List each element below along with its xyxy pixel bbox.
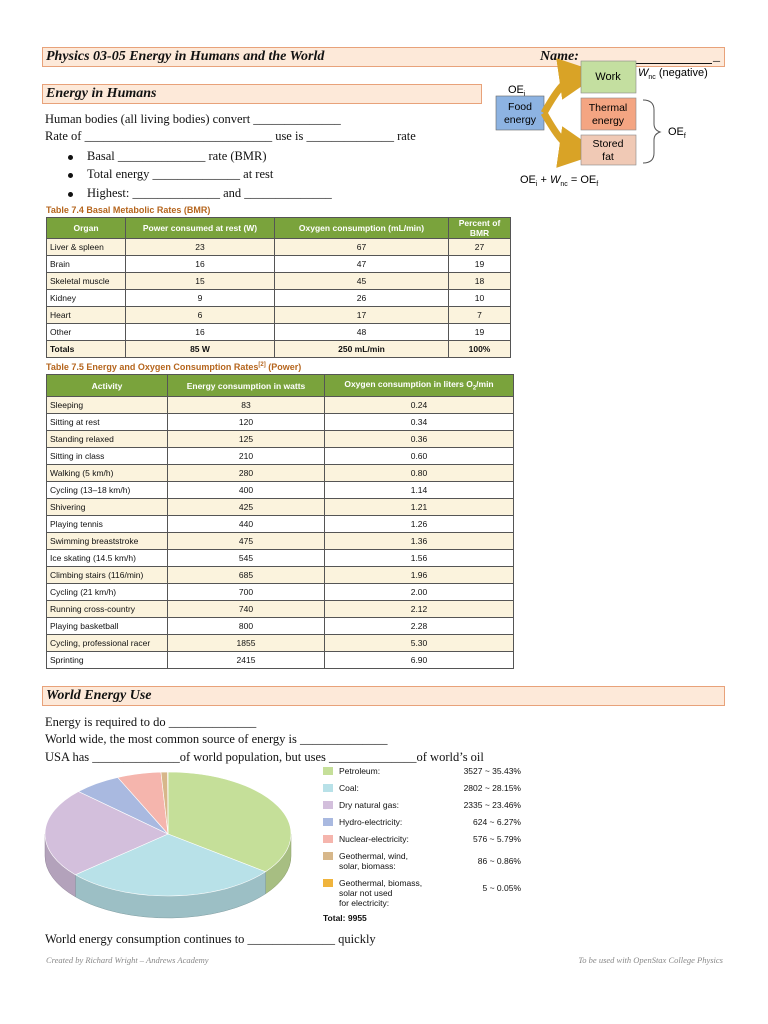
table-row — [47, 652, 514, 669]
table-cell: 18 — [449, 273, 511, 290]
table-cell: 2415 — [168, 652, 325, 669]
table-row — [47, 516, 514, 533]
legend-swatch — [323, 784, 333, 792]
table-row — [47, 397, 514, 414]
table-cell: 125 — [168, 431, 325, 448]
legend-label-line: solar, biomass: — [339, 861, 396, 871]
table-cell: 17 — [275, 307, 449, 324]
table-row — [47, 618, 514, 635]
table-cell: 545 — [168, 550, 325, 567]
humans-line-2: Rate of ______________________________ use is ______________ rate — [45, 129, 416, 143]
col-oxygen: Oxygen consumption (mL/min) — [275, 218, 449, 239]
bullet-text: Basal ______________ rate (BMR) — [87, 149, 267, 163]
table-cell: 210 — [168, 448, 325, 465]
table-cell: 120 — [168, 414, 325, 431]
table-cell: Cycling (13–18 km/h) — [47, 482, 168, 499]
table-cell: 83 — [168, 397, 325, 414]
table-cell: 1.26 — [325, 516, 514, 533]
caption-tail: (Power) — [265, 362, 302, 372]
table-cell: 425 — [168, 499, 325, 516]
table-activity-body — [47, 397, 514, 669]
footer-source: To be used with OpenStax College Physics — [578, 955, 723, 965]
table-row — [47, 567, 514, 584]
table-cell: Kidney — [47, 290, 126, 307]
table-bmr — [46, 217, 511, 358]
bullet-text: Total energy ______________ at rest — [87, 167, 274, 181]
caption-footnote: [2] — [258, 362, 266, 368]
oe-f-label: $OE_f$ — [668, 126, 686, 140]
table-cell: Cycling, professional racer — [47, 635, 168, 652]
legend-label-line: Geothermal, wind, — [339, 851, 408, 861]
stored-label-1: Stored — [592, 138, 624, 150]
table-cell: Sleeping — [47, 397, 168, 414]
legend-swatch — [323, 767, 333, 775]
table-cell: Sitting in class — [47, 448, 168, 465]
table-row — [47, 465, 514, 482]
table-cell: 1.36 — [325, 533, 514, 550]
legend-value: 86 ~ 0.86% — [477, 856, 521, 866]
pie-legend — [323, 766, 533, 931]
page-title: Physics 03-05 Energy in Humans and the World — [46, 49, 325, 64]
table-cell: Swimming breaststroke — [47, 533, 168, 550]
table-cell: Brain — [47, 256, 126, 273]
energy-equation: $OE_i + W_{nc} = OE_f$ — [520, 174, 599, 188]
legend-label-line: for electricity: — [339, 898, 390, 908]
table-cell: 23 — [126, 239, 275, 256]
table-cell: 1.14 — [325, 482, 514, 499]
table-cell: Shivering — [47, 499, 168, 516]
table-row — [47, 635, 514, 652]
col-oxygen-liters: Oxygen consumption in liters $O_2/\min$ — [325, 375, 514, 397]
table-cell: 26 — [275, 290, 449, 307]
thermal-label-1: Thermal — [588, 102, 628, 114]
legend-label: Nuclear-electricity: — [339, 834, 409, 844]
table-cell: 440 — [168, 516, 325, 533]
col-organ: Organ — [47, 218, 126, 239]
world-energy-pie-chart — [40, 764, 300, 930]
table-cell: Playing basketball — [47, 618, 168, 635]
table-cell: 6.90 — [325, 652, 514, 669]
bullet-dot — [68, 155, 73, 160]
table-cell: 2.00 — [325, 584, 514, 601]
table-cell: Skeletal muscle — [47, 273, 126, 290]
col-activity: Activity — [47, 375, 168, 397]
table-cell: 9 — [126, 290, 275, 307]
table-activity-caption — [46, 362, 301, 372]
legend-swatch — [323, 818, 333, 826]
legend-label — [339, 851, 408, 871]
table-row — [47, 533, 514, 550]
col-energy-watts: Energy consumption in watts — [168, 375, 325, 397]
legend-swatch — [323, 852, 333, 860]
food-energy-label-1: Food — [508, 101, 532, 113]
table-cell: 47 — [275, 256, 449, 273]
table-cell: 0.36 — [325, 431, 514, 448]
world-line-2: World wide, the most common source of energy is ______________ — [45, 732, 388, 746]
section-world-energy-title: World Energy Use — [46, 688, 152, 703]
table-row — [47, 324, 511, 341]
table-cell: 0.80 — [325, 465, 514, 482]
world-line-4: World energy consumption continues to ______________ quickly — [45, 932, 376, 946]
legend-label-line: solar not used — [339, 888, 393, 898]
bullet-dot — [68, 173, 73, 178]
table-bmr-caption: Table 7.4 Basal Metabolic Rates (BMR) — [46, 205, 211, 215]
table-cell: 1855 — [168, 635, 325, 652]
humans-line-1: Human bodies (all living bodies) convert ______________ — [45, 112, 341, 126]
table-row — [47, 550, 514, 567]
table-cell: 16 — [126, 256, 275, 273]
table-header-row — [47, 375, 514, 397]
table-row — [47, 499, 514, 516]
table-cell: 280 — [168, 465, 325, 482]
table-cell: Ice skating (14.5 km/h) — [47, 550, 168, 567]
table-cell: 85 W — [126, 341, 275, 358]
table-row — [47, 239, 511, 256]
caption-text: Table 7.5 Energy and Oxygen Consumption Rates — [46, 362, 259, 372]
table-cell: Other — [47, 324, 126, 341]
food-energy-label-2: energy — [503, 114, 537, 126]
bullet-dot — [68, 192, 73, 197]
legend-total: Total: 9955 — [323, 913, 367, 923]
arrow-to-work — [544, 76, 580, 113]
table-cell: 6 — [126, 307, 275, 324]
table-row — [47, 273, 511, 290]
legend-value: 2335 ~ 23.46% — [463, 800, 521, 810]
table-cell: 19 — [449, 256, 511, 273]
table-cell: 2.12 — [325, 601, 514, 618]
table-cell: Sitting at rest — [47, 414, 168, 431]
name-blank: _ — [713, 49, 720, 64]
table-cell: 19 — [449, 324, 511, 341]
table-cell: 1.56 — [325, 550, 514, 567]
table-row — [47, 256, 511, 273]
table-cell: Standing relaxed — [47, 431, 168, 448]
energy-flow-diagram — [488, 58, 728, 190]
w-nc-label: $W_{nc}$ (negative) — [638, 67, 708, 81]
table-cell: Playing tennis — [47, 516, 168, 533]
table-row — [47, 584, 514, 601]
table-cell: 685 — [168, 567, 325, 584]
legend-value: 624 ~ 6.27% — [473, 817, 521, 827]
legend-label — [339, 878, 422, 908]
table-cell: 45 — [275, 273, 449, 290]
table-activity — [46, 374, 514, 669]
table-cell: 0.34 — [325, 414, 514, 431]
footer-credit: Created by Richard Wright – Andrews Academy — [46, 955, 209, 965]
table-cell: 2.28 — [325, 618, 514, 635]
table-cell: 27 — [449, 239, 511, 256]
table-cell: Heart — [47, 307, 126, 324]
table-cell: Walking (5 km/h) — [47, 465, 168, 482]
legend-value: 3527 ~ 35.43% — [463, 766, 521, 776]
table-row — [47, 431, 514, 448]
table-row — [47, 307, 511, 324]
table-cell: 475 — [168, 533, 325, 550]
table-cell: Totals — [47, 341, 126, 358]
name-label: Name: — [540, 49, 579, 64]
table-row — [47, 290, 511, 307]
bullet-text: Highest: ______________ and ______________ — [87, 186, 332, 200]
table-cell: 250 mL/min — [275, 341, 449, 358]
brace — [643, 100, 660, 163]
table-row — [47, 601, 514, 618]
table-row — [47, 414, 514, 431]
legend-label-line: Geothermal, biomass, — [339, 878, 423, 888]
section-energy-in-humans-title: Energy in Humans — [46, 86, 157, 101]
table-cell: 7 — [449, 307, 511, 324]
legend-label: Hydro-electricity: — [339, 817, 403, 827]
table-cell: Running cross-country — [47, 601, 168, 618]
table-cell: 1.21 — [325, 499, 514, 516]
table-row — [47, 448, 514, 465]
legend-label: Dry natural gas: — [339, 800, 399, 810]
table-cell: Liver & spleen — [47, 239, 126, 256]
table-cell: Sprinting — [47, 652, 168, 669]
legend-swatch — [323, 835, 333, 843]
col-percent: Percent of BMR — [449, 218, 511, 239]
legend-label: Coal: — [339, 783, 359, 793]
legend-label: Petroleum: — [339, 766, 381, 776]
table-cell: 100% — [449, 341, 511, 358]
table-cell: Cycling (21 km/h) — [47, 584, 168, 601]
table-cell: 0.60 — [325, 448, 514, 465]
table-cell: 67 — [275, 239, 449, 256]
table-bmr-body — [47, 239, 511, 358]
col-power: Power consumed at rest (W) — [126, 218, 275, 239]
bullet-item-3 — [68, 185, 332, 202]
table-cell: 5.30 — [325, 635, 514, 652]
table-row — [47, 341, 511, 358]
table-header-row — [47, 218, 511, 239]
bullet-item-1 — [68, 148, 267, 165]
arrow-to-stored — [544, 113, 580, 150]
stored-label-2: fat — [602, 151, 614, 163]
legend-swatch — [323, 801, 333, 809]
table-cell: 16 — [126, 324, 275, 341]
thermal-label-2: energy — [591, 115, 625, 127]
table-cell: 800 — [168, 618, 325, 635]
table-cell: 10 — [449, 290, 511, 307]
table-cell: 48 — [275, 324, 449, 341]
table-cell: 15 — [126, 273, 275, 290]
oe-i-label: $OE_i$ — [508, 84, 526, 98]
table-cell: 1.96 — [325, 567, 514, 584]
world-line-1: Energy is required to do ______________ — [45, 715, 257, 729]
table-cell: 740 — [168, 601, 325, 618]
legend-swatch — [323, 879, 333, 887]
legend-value: 576 ~ 5.79% — [473, 834, 521, 844]
table-row — [47, 482, 514, 499]
work-label: Work — [595, 71, 621, 83]
table-cell: 400 — [168, 482, 325, 499]
table-cell: Climbing stairs (116/min) — [47, 567, 168, 584]
bullet-item-2 — [68, 166, 273, 183]
legend-value: 2802 ~ 28.15% — [463, 783, 521, 793]
world-line-3: USA has ______________of world population, but uses ______________of world’s oil — [45, 750, 484, 764]
table-cell: 700 — [168, 584, 325, 601]
table-cell: 0.24 — [325, 397, 514, 414]
legend-value: 5 ~ 0.05% — [482, 883, 521, 893]
